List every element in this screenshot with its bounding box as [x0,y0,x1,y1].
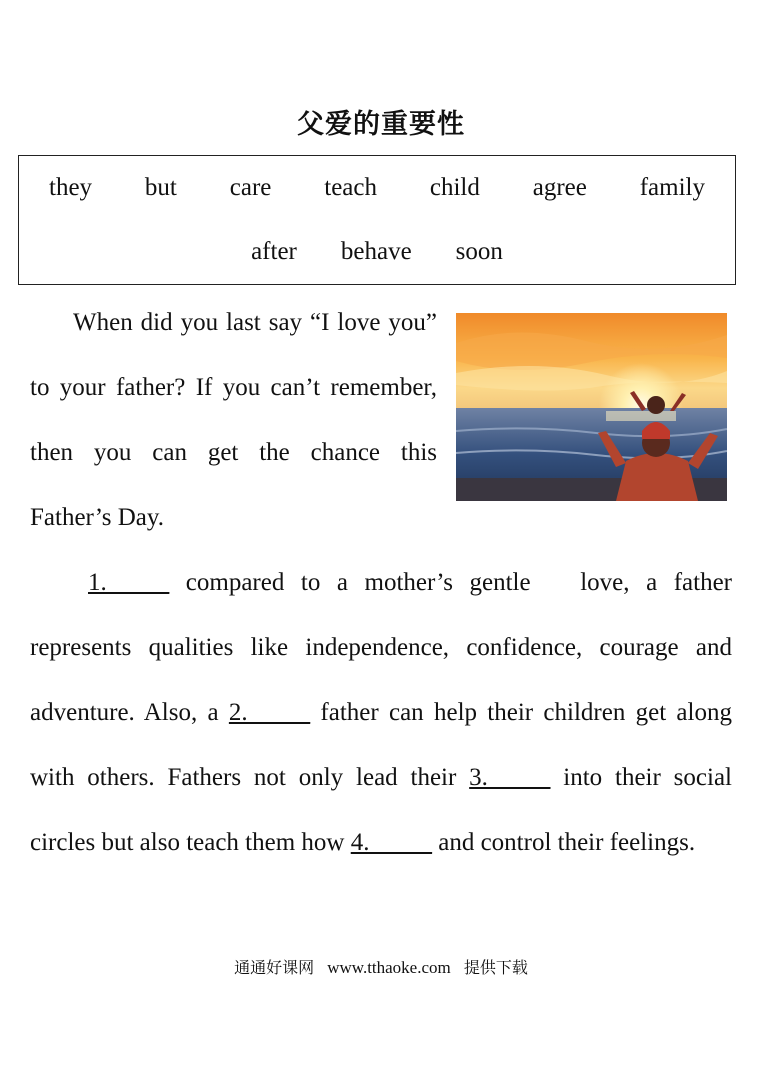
paragraph-text: compared to a mother’s gentle love, a father represents qualities like independence, confidence, courage and adventure. Also, a [30,569,732,726]
blank-4[interactable]: 4._____ [350,829,432,856]
main-paragraph [30,550,732,875]
word-bank-item: child [429,174,480,201]
footer-site: 通通好课网 [234,958,315,977]
word-bank-item: family [639,174,705,201]
word-bank-box [18,155,736,285]
word-bank-row-1 [19,174,735,202]
word-bank-item: care [229,174,272,201]
sunset-father-child-photo [456,313,727,501]
page-title: 父爱的重要性 [297,109,465,140]
intro-paragraph [30,290,437,550]
paragraph-text: and control their feelings. [431,829,696,856]
word-bank-item: agree [532,174,587,201]
word-bank-item: teach [324,174,377,201]
footer-note: 提供下载 [463,958,528,977]
paragraph-text: into their social circles but also teach them how [30,764,732,856]
word-bank-item: but [144,174,177,201]
paragraph-text: father can help their children get along with others. Fathers not only lead their [30,699,732,791]
intro-text: When did you last say “I love you” to your father? If you can’t remember, then you can get the chance this Father’s Day. [30,309,437,531]
word-bank-item: they [49,174,93,201]
word-bank-item: soon [455,238,503,265]
footer-url[interactable]: www.tthaoke.com [327,958,451,977]
blank-3[interactable]: 3._____ [469,764,551,791]
blank-1[interactable]: 1._____ [88,569,170,596]
word-bank-item: after [251,238,297,265]
word-bank-row-2 [19,238,735,266]
blank-2[interactable]: 2._____ [228,699,311,726]
word-bank-item: behave [340,238,412,265]
footer [0,955,762,978]
